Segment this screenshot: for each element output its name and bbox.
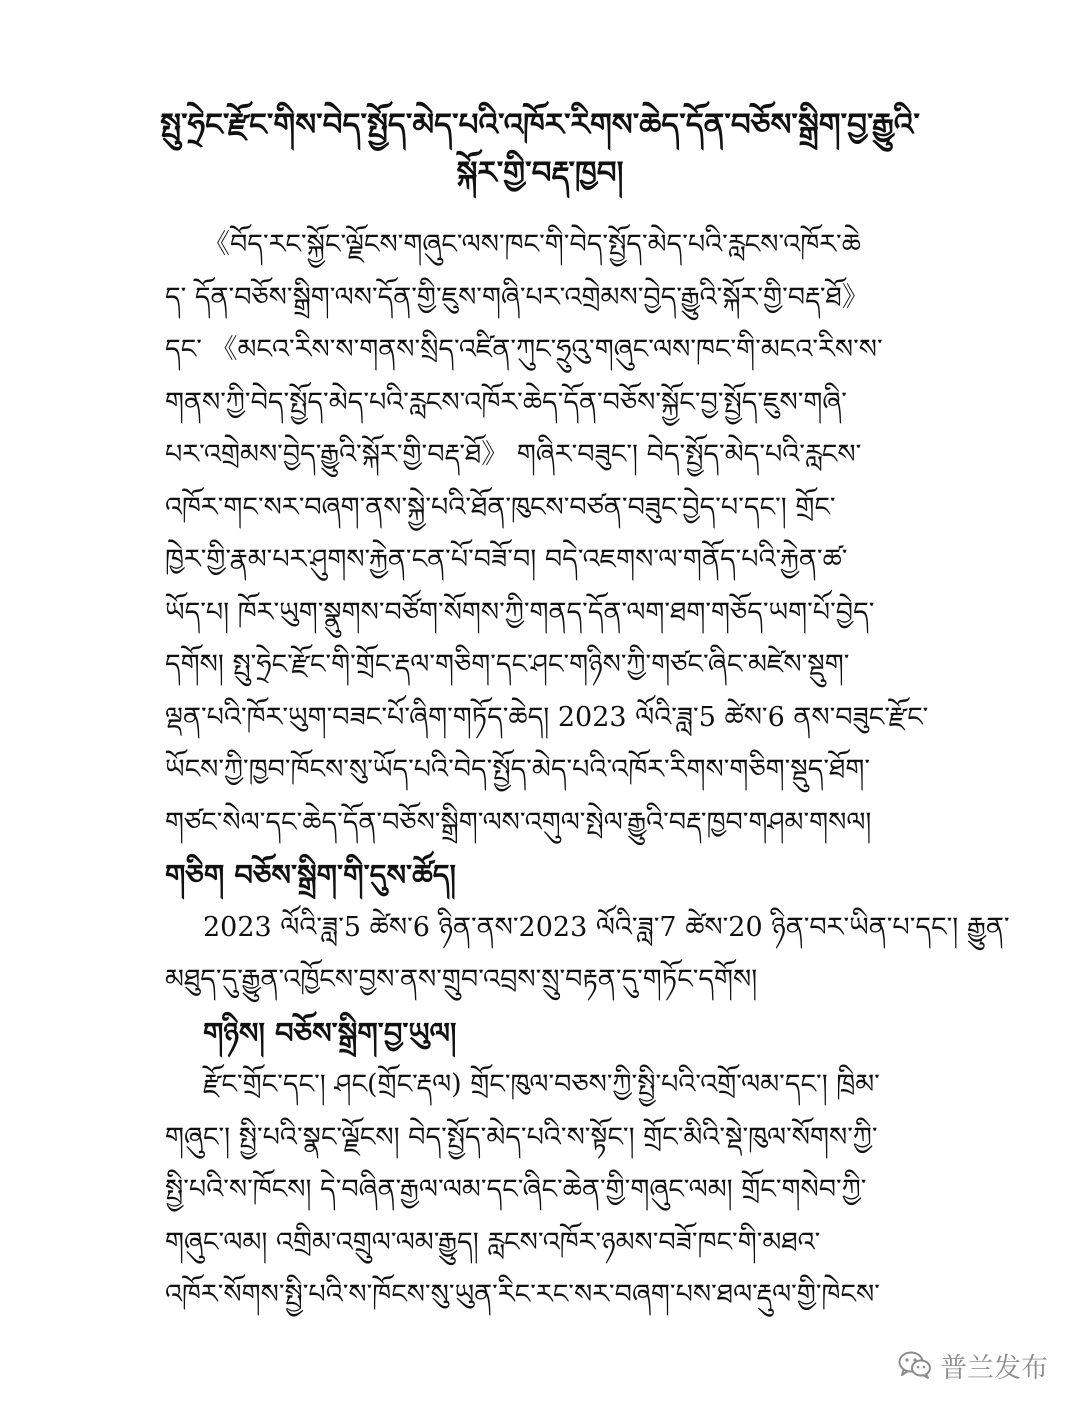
section-1-heading: གཅིག བཅོས་སྒྲིག་གི་དུས་ཚོད། xyxy=(165,858,456,892)
document-title xyxy=(60,101,1020,197)
watermark-text: 普兰发布 xyxy=(940,1352,1048,1384)
section-2-line: གཞུང་། སྤྱི་པའི་སྣང་ལྗོངས། བེད་སྤྱོད་མེད་པའི་ས་སྟོང་། གྲོང་མིའི་སྡེ་ཁུལ་སོགས་ཀྱི་ xyxy=(165,1121,878,1153)
intro-line: པར་འགྲེམས་བྱེད་རྒྱུའི་སྐོར་གྱི་བརྡ་ཐོ》 གཞིར་བཟུང་། བེད་སྤྱོད་མེད་པའི་རླངས་ xyxy=(165,439,862,470)
section-1-line: མཐུད་དུ་རྒྱུན་འཁྱོངས་བྱས་ནས་གྲུབ་འབྲས་སྲུ་བརྟན་དུ་གཏོང་དགོས། xyxy=(165,964,758,995)
section-2-line: རྫོང་གྲོང་དང་། ཤང(གྲོང་རྡལ) གྲོང་ཁུལ་བཅས་ཀྱི་སྤྱི་པའི་འགྲོ་ལམ་དང་། ཁྲིམ་ xyxy=(203,1069,880,1100)
intro-line: ཡོངས་ཀྱི་ཁྱབ་ཁོངས་སུ་ཡོད་པའི་བེད་སྤྱོད་མེད་པའི་འཁོར་རིགས་གཅིག་སྡུད་ཐོག་ xyxy=(165,754,870,785)
intro-line: ཡོད་པ། ཁོར་ཡུག་སྣུགས་བཙོག་སོགས་ཀྱི་གནད་དོན་ལག་ཐག་གཅོད་ཡག་པོ་བྱེད་ xyxy=(165,596,875,628)
section-2-heading: གཉིས། བཅོས་སྒྲིག་བྱ་ཡུལ། xyxy=(203,1015,457,1050)
document-body xyxy=(165,219,1010,1322)
title-line-1: སྤུ་ཧྲེང་རྫོང་གིས་བེད་སྤྱོད་མེད་པའི་འཁོར་རིགས་ཆེད་དོན་བཅོས་སྒྲིག་བྱ་རྒྱུའི་ xyxy=(160,107,920,143)
section-2-line: འཁོར་སོགས་སྤྱི་པའི་ས་ཁོངས་སུ་ཡུན་རིང་རང་སར་བཞག་པས་ཐལ་རྡུལ་གྱི་ཁེངས་ xyxy=(165,1279,880,1310)
intro-line: ལྡན་པའི་ཁོར་ཡུག་བཟང་པོ་ཞིག་གཏོད་ཆེད། 2023 ལོའི་ཟླ་5 ཚེས་6 ནས་བཟུང་རྫོང་ xyxy=(165,701,929,733)
intro-line: འཁོར་གང་སར་བཞག་ནས་སྐྱེ་པའི་ཐོན་ཁུངས་བཙན་བཟུང་བྱེད་པ་དང་། གྲོང་ xyxy=(165,491,836,523)
intro-line: གནས་ཀྱི་བེད་སྤྱོད་མེད་པའི་རླངས་འཁོར་ཆེད་དོན་བཅོས་སྐྱོང་བྱ་སྤྱོད་ཇུས་གཞི་ xyxy=(165,386,847,418)
intro-line: ད་ དོན་བཅོས་སྒྲིག་ལས་དོན་གྱི་ཇུས་གཞི་པར་འགྲེམས་བྱེད་རྒྱུའི་སྐོར་གྱི་བརྡ་ཐོ》 xyxy=(165,281,869,313)
section-2-line: སྤྱི་པའི་ས་ཁོངས། དེ་བཞིན་རྒྱལ་ལམ་དང་ཞིང་ཆེན་གྱི་གཞུང་ལམ། གྲོང་གསེབ་ཀྱི་ xyxy=(165,1174,867,1205)
intro-line: ཁྱེར་གྱི་རྣམ་པར་ཤུགས་རྐྱེན་ངན་པོ་བཟོ་བ། བདེ་འཇགས་ལ་གནོད་པའི་རྐྱེན་ཚ་ xyxy=(165,544,848,575)
wechat-icon xyxy=(898,1350,932,1380)
title-line-2: སྐོར་གྱི་བརྡ་ཁྱབ། xyxy=(456,155,624,191)
section-1-line: 2023 ལོའི་ཟླ་5 ཚེས་6 ཉིན་ནས་2023 ལོའི་ཟླ་7 ཚེས་20 ཉིན་བར་ཡིན་པ་དང་། རྒྱུན་ xyxy=(203,911,1010,943)
intro-line: དང་ 《མངའ་རིས་ས་གནས་སྲིད་འཛིན་ཀུང་ཧྲུའུ་གཞུང་ལས་ཁང་གི་མངའ་རིས་ས་ xyxy=(165,334,883,365)
intro-line: གཙང་སེལ་དང་ཆེད་དོན་བཅོས་སྒྲིག་ལས་འགུལ་སྤེལ་རྒྱུའི་བརྡ་ཁྱབ་གཤམ་གསལ། xyxy=(165,806,872,838)
watermark xyxy=(898,1344,1048,1386)
intro-line: དགོས། སྤུ་ཧྲེང་རྫོང་གི་གྲོང་རྡལ་གཅིག་དང་ཤང་གཉིས་ཀྱི་གཙང་ཞིང་མཛེས་སྡུག་ xyxy=(165,649,850,680)
section-2-line: གཞུང་ལམ། འགྲིམ་འགྲུལ་ལམ་རྒྱུད། རླངས་འཁོར་ཉམས་བཟོ་ཁང་གི་མཐའ་ xyxy=(165,1226,821,1258)
intro-line: 《བོད་རང་སྐྱོང་ལྗོངས་གཞུང་ལས་ཁང་གི་བེད་སྤྱོད་མེད་པའི་རླངས་འཁོར་ཆེ xyxy=(203,229,861,260)
